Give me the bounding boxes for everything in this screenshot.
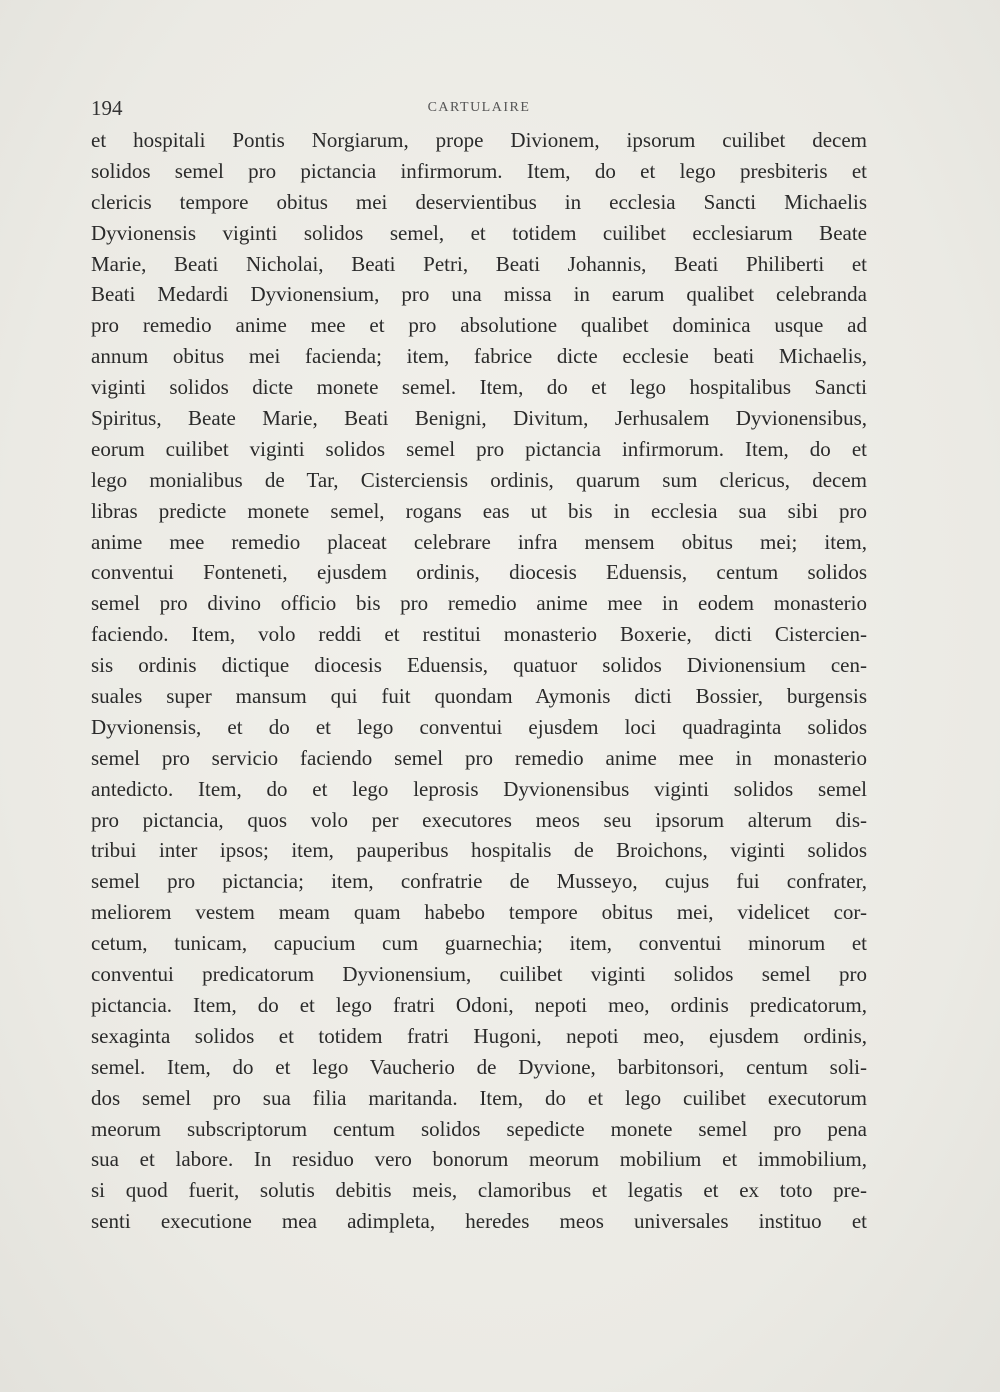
page-header	[91, 96, 867, 120]
text-line: conventui predicatorum Dyvionensium, cuilibet viginti solidos semel pro	[91, 962, 867, 987]
text-line: pictancia. Item, do et lego fratri Odoni, nepoti meo, ordinis predicatorum,	[91, 992, 867, 1017]
text-line: Spiritus, Beate Marie, Beati Benigni, Divitum, Jerhusalem Dyvionensibus,	[91, 406, 867, 431]
text-line: lego monialibus de Tar, Cisterciensis ordinis, quarum sum clericus, decem	[91, 467, 867, 492]
text-line: suales super mansum qui fuit quondam Aymonis dicti Bossier, burgensis	[91, 684, 867, 709]
text-line: et hospitali Pontis Norgiarum, prope Divionem, ipsorum cuilibet decem	[91, 128, 867, 152]
text-line: eorum cuilibet viginti solidos semel pro pictancia infirmorum. Item, do et	[91, 436, 867, 461]
text-line: Dyvionensis, et do et lego conventui ejusdem loci quadraginta solidos	[91, 714, 867, 739]
text-line: sis ordinis dictique diocesis Eduensis, quatuor solidos Divionensium cen-	[91, 653, 867, 678]
text-line: Marie, Beati Nicholai, Beati Petri, Beati Johannis, Beati Philiberti et	[91, 251, 867, 276]
text-line: dos semel pro sua filia maritanda. Item, do et lego cuilibet executorum	[91, 1085, 867, 1110]
text-line: senti executione mea adimpleta, heredes meos universales instituo et	[91, 1209, 867, 1234]
text-line: pro remedio anime mee et pro absolutione qualibet dominica usque ad	[91, 313, 867, 338]
text-line: pro pictancia, quos volo per executores meos seu ipsorum alterum dis-	[91, 807, 867, 832]
text-line: solidos semel pro pictancia infirmorum. Item, do et lego presbiteris et	[91, 158, 867, 183]
text-line: faciendo. Item, volo reddi et restitui monasterio Boxerie, dicti Cistercien-	[91, 622, 867, 647]
text-line: viginti solidos dicte monete semel. Item, do et lego hospitalibus Sancti	[91, 375, 867, 400]
text-line: antedicto. Item, do et lego leprosis Dyvionensibus viginti solidos semel	[91, 776, 867, 801]
page-number: 194	[91, 96, 123, 120]
text-line: conventui Fonteneti, ejusdem ordinis, diocesis Eduensis, centum solidos	[91, 560, 867, 585]
text-line: libras predicte monete semel, rogans eas ut bis in ecclesia sua sibi pro	[91, 498, 867, 523]
text-line: clericis tempore obitus mei deservientibus in ecclesia Sancti Michaelis	[91, 189, 867, 214]
text-line: Dyvionensis viginti solidos semel, et totidem cuilibet ecclesiarum Beate	[91, 220, 867, 245]
text-line: semel pro servicio faciendo semel pro remedio anime mee in monasterio	[91, 745, 867, 770]
text-line: annum obitus mei facienda; item, fabrice dicte ecclesie beati Michaelis,	[91, 344, 867, 369]
text-line: tribui inter ipsos; item, pauperibus hospitalis de Broichons, viginti solidos	[91, 838, 867, 863]
text-line: meorum subscriptorum centum solidos sepedicte monete semel pro pena	[91, 1116, 867, 1141]
text-line: sua et labore. In residuo vero bonorum meorum mobilium et immobilium,	[91, 1147, 867, 1172]
text-line: anime mee remedio placeat celebrare infra mensem obitus mei; item,	[91, 529, 867, 554]
text-line: meliorem vestem meam quam habebo tempore obitus mei, videlicet cor-	[91, 900, 867, 925]
text-line: Beati Medardi Dyvionensium, pro una missa in earum qualibet celebranda	[91, 282, 867, 307]
text-line: semel pro divino officio bis pro remedio anime mee in eodem monasterio	[91, 591, 867, 616]
text-line: semel. Item, do et lego Vaucherio de Dyvione, barbitonsori, centum soli-	[91, 1054, 867, 1079]
text-line: sexaginta solidos et totidem fratri Hugoni, nepoti meo, ejusdem ordinis,	[91, 1023, 867, 1048]
text-line: cetum, tunicam, capucium cum guarnechia; item, conventui minorum et	[91, 931, 867, 956]
text-line: si quod fuerit, solutis debitis meis, clamoribus et legatis et ex toto pre-	[91, 1178, 867, 1203]
running-head: CARTULAIRE	[427, 100, 531, 115]
text-line: semel pro pictancia; item, confratrie de Musseyo, cujus fui confrater,	[91, 869, 867, 894]
body-text	[91, 125, 867, 1237]
